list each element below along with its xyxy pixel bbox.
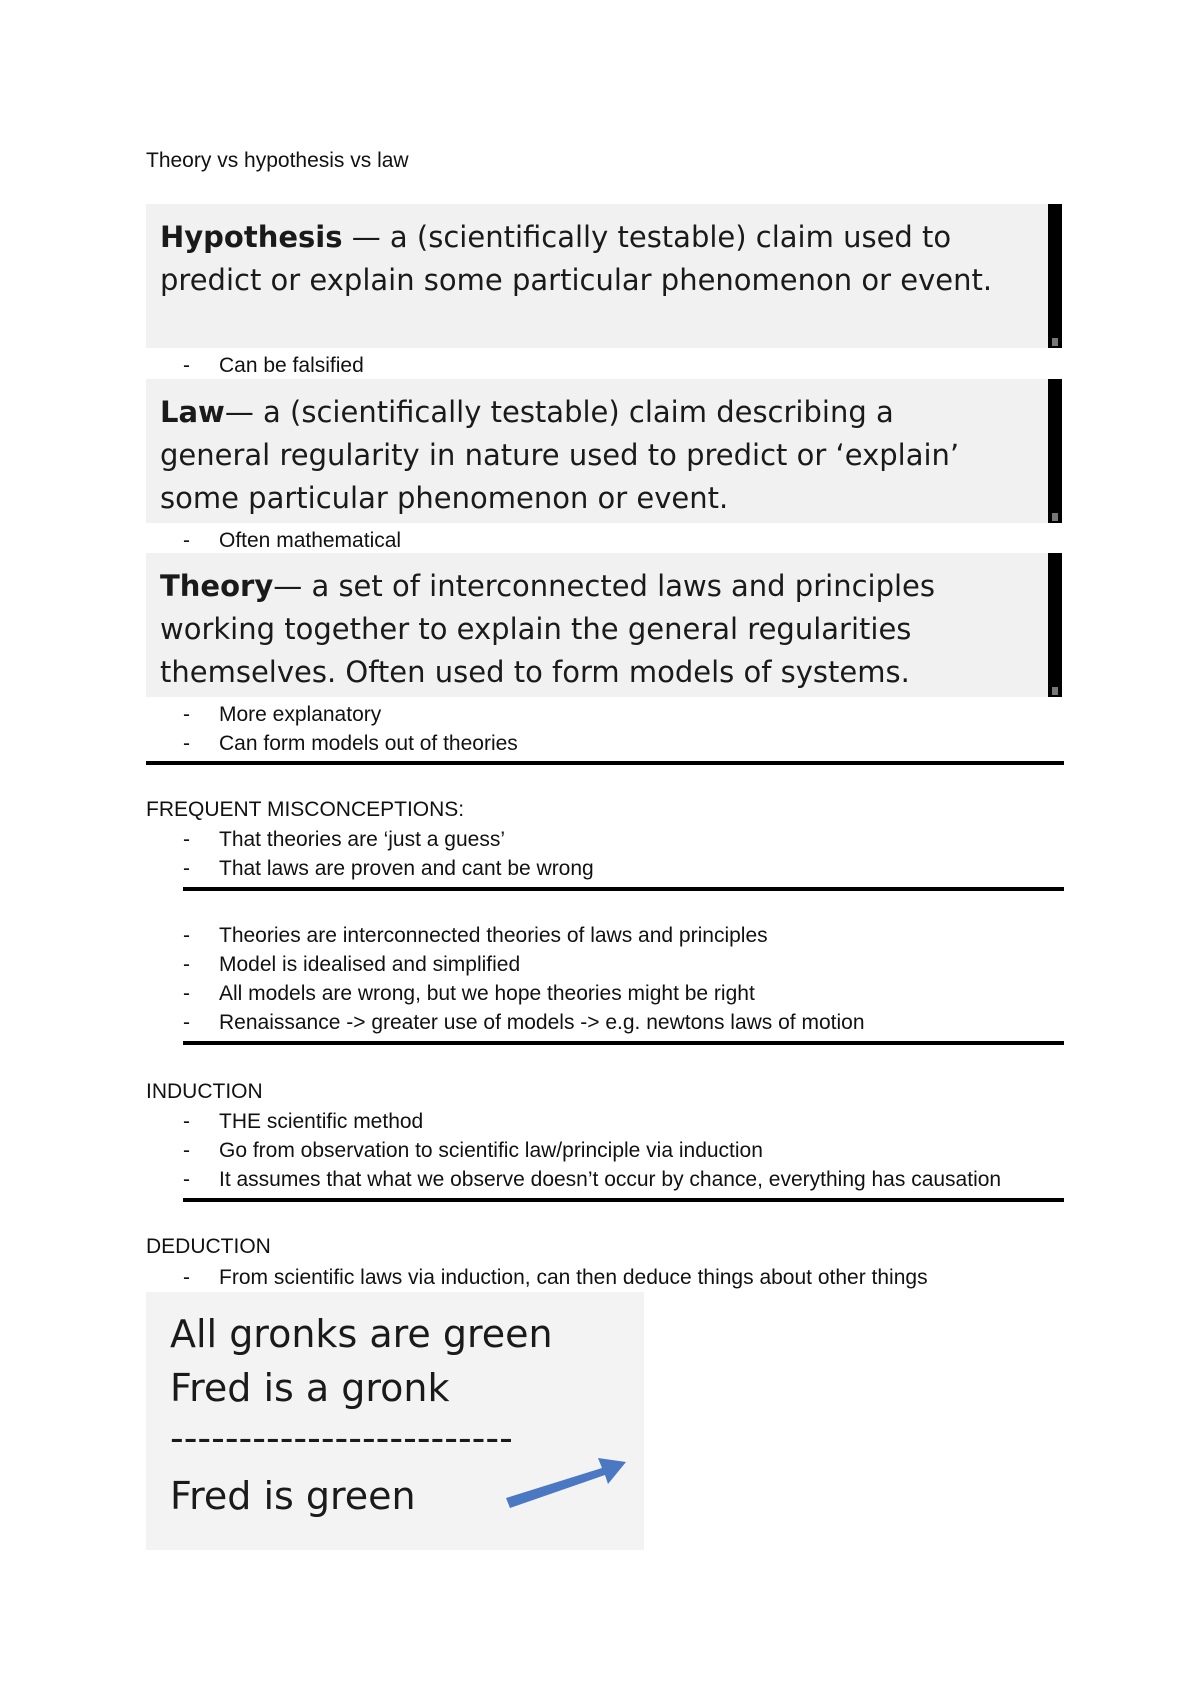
conclusion: Fred is green bbox=[170, 1474, 416, 1518]
definition-term: Law bbox=[160, 395, 225, 429]
list-item: - That theories are ‘just a guess’ bbox=[183, 828, 505, 851]
deduction-heading: DEDUCTION bbox=[146, 1235, 271, 1258]
conclusion-divider: ------------------------- bbox=[170, 1416, 513, 1460]
definition-text: — a (scientifically testable) claim describing a general regularity in nature used to predict or ‘explain’ some particular phenomenon or event. bbox=[160, 395, 960, 515]
list-item: - It assumes that what we observe doesn’t occur by chance, everything has causation bbox=[183, 1168, 1002, 1191]
definition-term: Theory bbox=[160, 569, 274, 603]
hypothesis-notes bbox=[146, 351, 1066, 380]
premise-two: Fred is a gronk bbox=[170, 1366, 450, 1410]
list-item: - Model is idealised and simplified bbox=[183, 953, 521, 976]
premise-one: All gronks are green bbox=[170, 1312, 553, 1356]
list-item: - That laws are proven and cant be wrong bbox=[183, 857, 594, 880]
section-divider bbox=[183, 887, 1064, 891]
list-item: - All models are wrong, but we hope theories might be right bbox=[183, 982, 755, 1005]
theory-notes bbox=[146, 700, 1066, 758]
models-list bbox=[146, 921, 1066, 1037]
list-item: - Often mathematical bbox=[183, 529, 402, 552]
list-item: - Renaissance -> greater use of models -> e.g. newtons laws of motion bbox=[183, 1011, 865, 1034]
box-side-bar bbox=[1048, 204, 1062, 348]
misconceptions-heading: FREQUENT MISCONCEPTIONS: bbox=[146, 798, 465, 821]
list-item: - THE scientific method bbox=[183, 1110, 424, 1133]
deduction-list bbox=[146, 1263, 1066, 1292]
list-item: - From scientific laws via induction, can then deduce things about other things bbox=[183, 1266, 928, 1289]
law-definition-box bbox=[146, 379, 1062, 523]
section-divider bbox=[146, 761, 1064, 765]
definition-term: Hypothesis bbox=[160, 220, 343, 254]
induction-heading: INDUCTION bbox=[146, 1080, 263, 1103]
list-item: - Can form models out of theories bbox=[183, 732, 518, 755]
definition-text: — a (scientifically testable) claim used to predict or explain some particular phenomenon or event. bbox=[160, 220, 993, 297]
page-title: Theory vs hypothesis vs law bbox=[146, 149, 409, 172]
induction-list bbox=[146, 1107, 1066, 1194]
hypothesis-definition-box bbox=[146, 204, 1062, 348]
definition-text: — a set of interconnected laws and principles working together to explain the general regularities themselves. Often used to form models of systems. bbox=[160, 569, 935, 689]
box-side-bar bbox=[1048, 379, 1062, 523]
list-item: - Go from observation to scientific law/principle via induction bbox=[183, 1139, 763, 1162]
theory-definition-box bbox=[146, 553, 1062, 697]
list-item: - Theories are interconnected theories of laws and principles bbox=[183, 924, 768, 947]
misconceptions-list bbox=[146, 825, 1066, 883]
syllogism-example bbox=[146, 1292, 644, 1550]
section-divider bbox=[183, 1198, 1064, 1202]
arrow-icon bbox=[502, 1442, 632, 1512]
section-divider bbox=[183, 1041, 1064, 1045]
box-side-bar bbox=[1048, 553, 1062, 697]
list-item: - More explanatory bbox=[183, 703, 382, 726]
list-item: - Can be falsified bbox=[183, 354, 364, 377]
law-notes bbox=[146, 526, 1066, 555]
